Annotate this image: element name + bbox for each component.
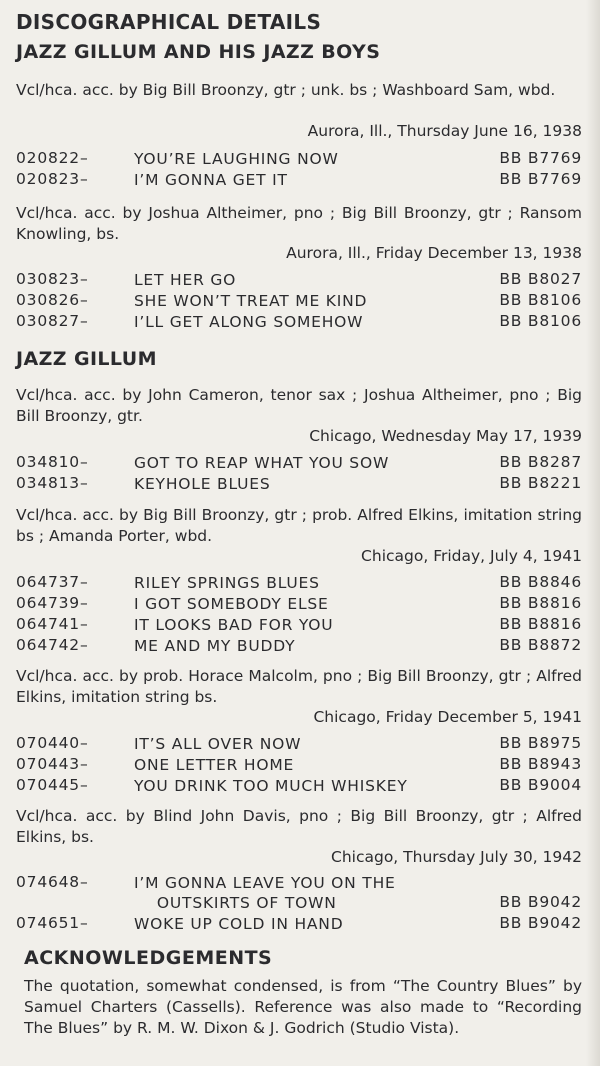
label-number: BB B8027 — [499, 270, 582, 288]
track-title: I’M GONNA LEAVE YOU ON THE OUTSKIRTS OF TOWN — [134, 874, 396, 912]
track-title: YOU’RE LAUGHING NOW — [134, 150, 339, 168]
matrix-number: 064741– — [16, 615, 89, 633]
matrix-number: 030827– — [16, 312, 89, 330]
track-title: IT’S ALL OVER NOW — [134, 735, 302, 753]
track-title: I’LL GET ALONG SOMEHOW — [134, 313, 364, 331]
track-row — [16, 312, 582, 332]
session-2-accompaniment: Vcl/hca. acc. by Joshua Altheimer, pno ; Big Bill Broonzy, gtr ; Ransom Knowling, bs. — [16, 204, 582, 243]
track-row — [16, 474, 582, 494]
page-title: DISCOGRAPHICAL DETAILS — [16, 10, 322, 34]
track-title: I’M GONNA GET IT — [134, 171, 288, 189]
session-3-place-date: Chicago, Wednesday May 17, 1939 — [309, 427, 582, 445]
label-number: BB B7769 — [499, 149, 582, 167]
track-title: SHE WON’T TREAT ME KIND — [134, 292, 368, 310]
track-row — [16, 636, 582, 656]
track-title: I GOT SOMEBODY ELSE — [134, 595, 329, 613]
section-heading: JAZZ GILLUM — [16, 348, 157, 370]
track-title: IT LOOKS BAD FOR YOU — [134, 616, 334, 634]
track-title: LET HER GO — [134, 271, 237, 289]
matrix-number: 030826– — [16, 291, 89, 309]
session-6-place-date: Chicago, Thursday July 30, 1942 — [331, 848, 582, 866]
matrix-number: 070445– — [16, 776, 89, 794]
track-title: GOT TO REAP WHAT YOU SOW — [134, 454, 390, 472]
track-title: ONE LETTER HOME — [134, 756, 295, 774]
matrix-number: 020822– — [16, 149, 89, 167]
track-row — [16, 149, 582, 169]
matrix-number: 070443– — [16, 755, 89, 773]
matrix-number: 034813– — [16, 474, 89, 492]
matrix-number: 074651– — [16, 914, 89, 932]
session-6-accompaniment: Vcl/hca. acc. by Blind John Davis, pno ; Big Bill Broonzy, gtr ; Alfred Elkins, bs. — [16, 807, 582, 846]
matrix-number: 070440– — [16, 734, 89, 752]
session-4-accompaniment: Vcl/hca. acc. by Big Bill Broonzy, gtr ; prob. Alfred Elkins, imitation string bs ; Amanda Porter, wbd. — [16, 506, 582, 545]
label-number: BB B9004 — [499, 776, 582, 794]
matrix-number: 064737– — [16, 573, 89, 591]
track-row — [16, 873, 582, 913]
label-number: BB B8975 — [499, 734, 582, 752]
track-title: RILEY SPRINGS BLUES — [134, 574, 320, 592]
track-row — [16, 734, 582, 754]
matrix-number: 074648– — [16, 873, 89, 891]
session-1-accompaniment: Vcl/hca. acc. by Big Bill Broonzy, gtr ; unk. bs ; Washboard Sam, wbd. — [16, 81, 556, 99]
track-row — [16, 914, 582, 934]
track-row — [16, 170, 582, 190]
session-3-accompaniment: Vcl/hca. acc. by John Cameron, tenor sax ; Joshua Altheimer, pno ; Big Bill Broonzy, gtr. — [16, 386, 582, 425]
label-number: BB B7769 — [499, 170, 582, 188]
track-title: WOKE UP COLD IN HAND — [134, 915, 344, 933]
label-number: BB B9042 — [499, 914, 582, 932]
session-5-place-date: Chicago, Friday December 5, 1941 — [313, 708, 582, 726]
label-number: BB B8943 — [499, 755, 582, 773]
track-row — [16, 573, 582, 593]
track-row — [16, 270, 582, 290]
label-number: BB B9042 — [499, 893, 582, 911]
track-row — [16, 453, 582, 473]
session-2-place-date: Aurora, Ill., Friday December 13, 1938 — [286, 244, 582, 262]
session-1-place-date: Aurora, Ill., Thursday June 16, 1938 — [307, 122, 582, 140]
track-row — [16, 594, 582, 614]
track-title: ME AND MY BUDDY — [134, 637, 296, 655]
matrix-number: 034810– — [16, 453, 89, 471]
track-title: KEYHOLE BLUES — [134, 475, 271, 493]
label-number: BB B8221 — [499, 474, 582, 492]
session-4-place-date: Chicago, Friday, July 4, 1941 — [361, 547, 582, 565]
acknowledgements-text: The quotation, somewhat condensed, is from “The Country Blues” by Samuel Charters (Cassells). Reference was also made to “Recording The Blues” by R. M. W. Dixon & J. Godrich (Studio Vista). — [24, 977, 582, 1037]
label-number: BB B8846 — [499, 573, 582, 591]
track-row — [16, 755, 582, 775]
label-number: BB B8287 — [499, 453, 582, 471]
matrix-number: 030823– — [16, 270, 89, 288]
label-number: BB B8872 — [499, 636, 582, 654]
track-title: YOU DRINK TOO MUCH WHISKEY — [134, 777, 408, 795]
label-number: BB B8106 — [499, 312, 582, 330]
artist-heading: JAZZ GILLUM AND HIS JAZZ BOYS — [16, 41, 381, 63]
matrix-number: 064742– — [16, 636, 89, 654]
session-5-accompaniment: Vcl/hca. acc. by prob. Horace Malcolm, pno ; Big Bill Broonzy, gtr ; Alfred Elkins, imitation string bs. — [16, 667, 582, 706]
acknowledgements-heading: ACKNOWLEDGEMENTS — [24, 947, 273, 969]
matrix-number: 064739– — [16, 594, 89, 612]
track-row — [16, 615, 582, 635]
label-number: BB B8816 — [499, 615, 582, 633]
track-row — [16, 776, 582, 796]
track-row — [16, 291, 582, 311]
label-number: BB B8106 — [499, 291, 582, 309]
label-number: BB B8816 — [499, 594, 582, 612]
matrix-number: 020823– — [16, 170, 89, 188]
